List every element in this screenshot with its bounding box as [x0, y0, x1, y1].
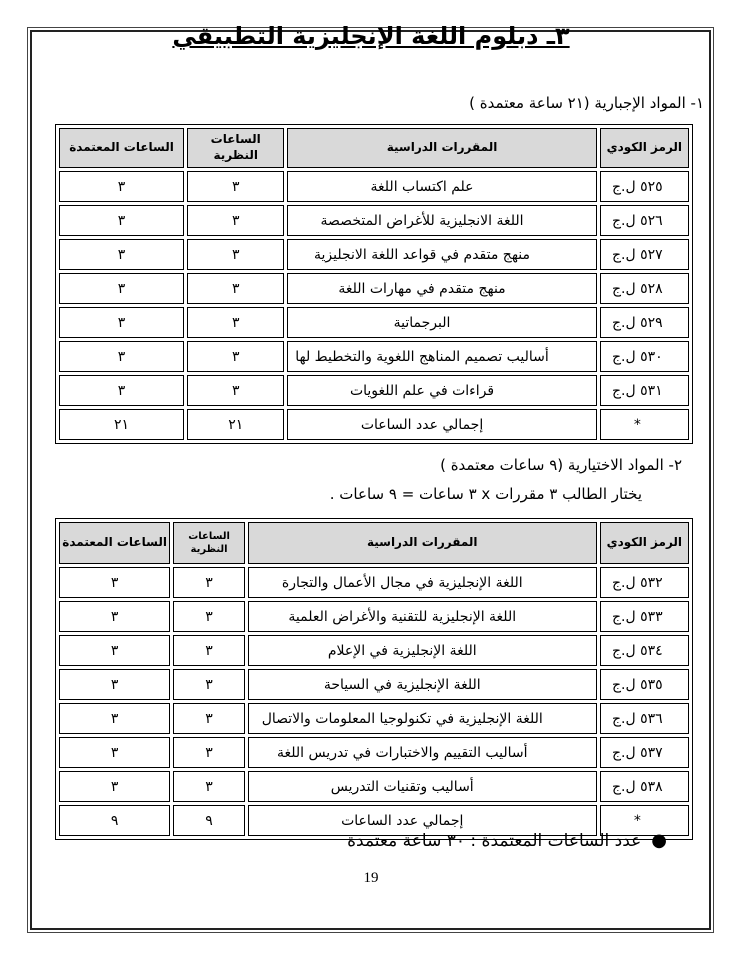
code-cell: ٥٢٥ ل.ج: [600, 171, 689, 202]
compulsory-courses-table: [55, 124, 693, 444]
theory-hours-cell: ٣: [187, 341, 284, 372]
table-row: [59, 737, 689, 768]
credit-hours-cell: ٣: [59, 341, 184, 372]
course-cell: قراءات في علم اللغويات: [287, 375, 596, 406]
table-row: [59, 341, 689, 372]
course-cell: اللغة الإنجليزية في السياحة: [248, 669, 597, 700]
table-row: [59, 239, 689, 270]
header-course: المقررات الدراسية: [248, 522, 597, 564]
code-cell: ٥٣١ ل.ج: [600, 375, 689, 406]
theory-hours-cell: ٣: [173, 567, 245, 598]
table-row: [59, 205, 689, 236]
header-credit: الساعات المعتمدة: [59, 128, 184, 168]
credit-hours-cell: ٣: [59, 737, 170, 768]
code-cell: ٥٣٣ ل.ج: [600, 601, 689, 632]
code-cell: ٥٣٤ ل.ج: [600, 635, 689, 666]
course-cell: إجمالي عدد الساعات: [248, 805, 597, 836]
theory-hours-cell: ٣: [173, 737, 245, 768]
theory-hours-cell: ٣: [173, 771, 245, 802]
code-cell: ٥٣٦ ل.ج: [600, 703, 689, 734]
theory-hours-cell: ٣: [173, 601, 245, 632]
theory-hours-cell: ٣: [173, 669, 245, 700]
table-row: [59, 171, 689, 202]
course-cell: اللغة الإنجليزية في الإعلام: [248, 635, 597, 666]
credit-hours-cell: ٣: [59, 771, 170, 802]
section2-heading: ٢- المواد الاختيارية (٩ ساعات معتمدة ): [440, 456, 682, 474]
credit-hours-cell: ٣: [59, 375, 184, 406]
header-course: المقررات الدراسية: [287, 128, 596, 168]
theory-hours-cell: ٣: [173, 703, 245, 734]
elective-courses-table: [55, 518, 693, 840]
page-title: ٣ـ دبلوم اللغة الإنجليزية التطبيقي: [172, 22, 570, 50]
bullet-icon: ●: [651, 830, 667, 851]
code-cell: ٥٣٢ ل.ج: [600, 567, 689, 598]
course-cell: البرجماتية: [287, 307, 596, 338]
table-row: [59, 669, 689, 700]
code-cell: ٥٢٧ ل.ج: [600, 239, 689, 270]
theory-hours-cell: ٣: [187, 273, 284, 304]
credit-hours-cell: ٣: [59, 171, 184, 202]
credit-hours-cell: ٣: [59, 601, 170, 632]
code-cell: ٥٣٥ ل.ج: [600, 669, 689, 700]
credit-hours-cell: ٣: [59, 273, 184, 304]
table-row: [59, 273, 689, 304]
course-cell: منهج متقدم في مهارات اللغة: [287, 273, 596, 304]
code-cell: ٥٣٠ ل.ج: [600, 341, 689, 372]
code-cell: ٥٣٨ ل.ج: [600, 771, 689, 802]
table-row: [59, 409, 689, 440]
table-row: [59, 771, 689, 802]
theory-hours-cell: ٣: [187, 205, 284, 236]
total-credit-summary: [347, 830, 667, 851]
credit-hours-cell: ٣: [59, 567, 170, 598]
table-row: [59, 635, 689, 666]
course-cell: إجمالي عدد الساعات: [287, 409, 596, 440]
table-row: [59, 307, 689, 338]
course-cell: اللغة الإنجليزية في تكنولوجيا المعلومات والاتصال: [248, 703, 597, 734]
header-theory: الساعات النظرية: [173, 522, 245, 564]
course-cell: علم اكتساب اللغة: [287, 171, 596, 202]
header-code: الرمز الكودي: [600, 128, 689, 168]
code-cell: ٥٢٩ ل.ج: [600, 307, 689, 338]
summary-text: عدد الساعات المعتمدة : ٣٠ ساعة معتمدة: [347, 831, 642, 851]
code-cell: ٥٢٦ ل.ج: [600, 205, 689, 236]
code-cell: *: [600, 409, 689, 440]
course-cell: أساليب تصميم المناهج اللغوية والتخطيط لها: [287, 341, 596, 372]
course-cell: اللغة الانجليزية للأغراض المتخصصة: [287, 205, 596, 236]
code-cell: ٥٣٧ ل.ج: [600, 737, 689, 768]
code-cell: *: [600, 805, 689, 836]
table-row: [59, 703, 689, 734]
course-cell: أساليب التقييم والاختبارات في تدريس اللغة: [248, 737, 597, 768]
course-cell: اللغة الإنجليزية في مجال الأعمال والتجارة: [248, 567, 597, 598]
credit-hours-cell: ٣: [59, 669, 170, 700]
header-credit: الساعات المعتمدة: [59, 522, 170, 564]
credit-hours-cell: ٩: [59, 805, 170, 836]
credit-hours-cell: ٣: [59, 703, 170, 734]
section2-note: يختار الطالب ٣ مقررات x ٣ ساعات = ٩ ساعات .: [329, 485, 642, 503]
header-theory: الساعات النظرية: [187, 128, 284, 168]
theory-hours-cell: ٣: [187, 375, 284, 406]
header-code: الرمز الكودي: [600, 522, 689, 564]
code-cell: ٥٢٨ ل.ج: [600, 273, 689, 304]
theory-hours-cell: ٩: [173, 805, 245, 836]
course-cell: اللغة الإنجليزية للتقنية والأغراض العلمية: [248, 601, 597, 632]
section1-heading: ١- المواد الإجبارية (٢١ ساعة معتمدة ): [469, 94, 704, 112]
theory-hours-cell: ٣: [187, 307, 284, 338]
credit-hours-cell: ٣: [59, 205, 184, 236]
table-row: [59, 567, 689, 598]
theory-hours-cell: ٣: [173, 635, 245, 666]
credit-hours-cell: ٢١: [59, 409, 184, 440]
theory-hours-cell: ٢١: [187, 409, 284, 440]
table-row: [59, 375, 689, 406]
table-row: [59, 601, 689, 632]
credit-hours-cell: ٣: [59, 239, 184, 270]
theory-hours-cell: ٣: [187, 239, 284, 270]
page-number: 19: [363, 870, 379, 886]
course-cell: أساليب وتقنيات التدريس: [248, 771, 597, 802]
credit-hours-cell: ٣: [59, 307, 184, 338]
theory-hours-cell: ٣: [187, 171, 284, 202]
course-cell: منهج متقدم في قواعد اللغة الانجليزية: [287, 239, 596, 270]
credit-hours-cell: ٣: [59, 635, 170, 666]
